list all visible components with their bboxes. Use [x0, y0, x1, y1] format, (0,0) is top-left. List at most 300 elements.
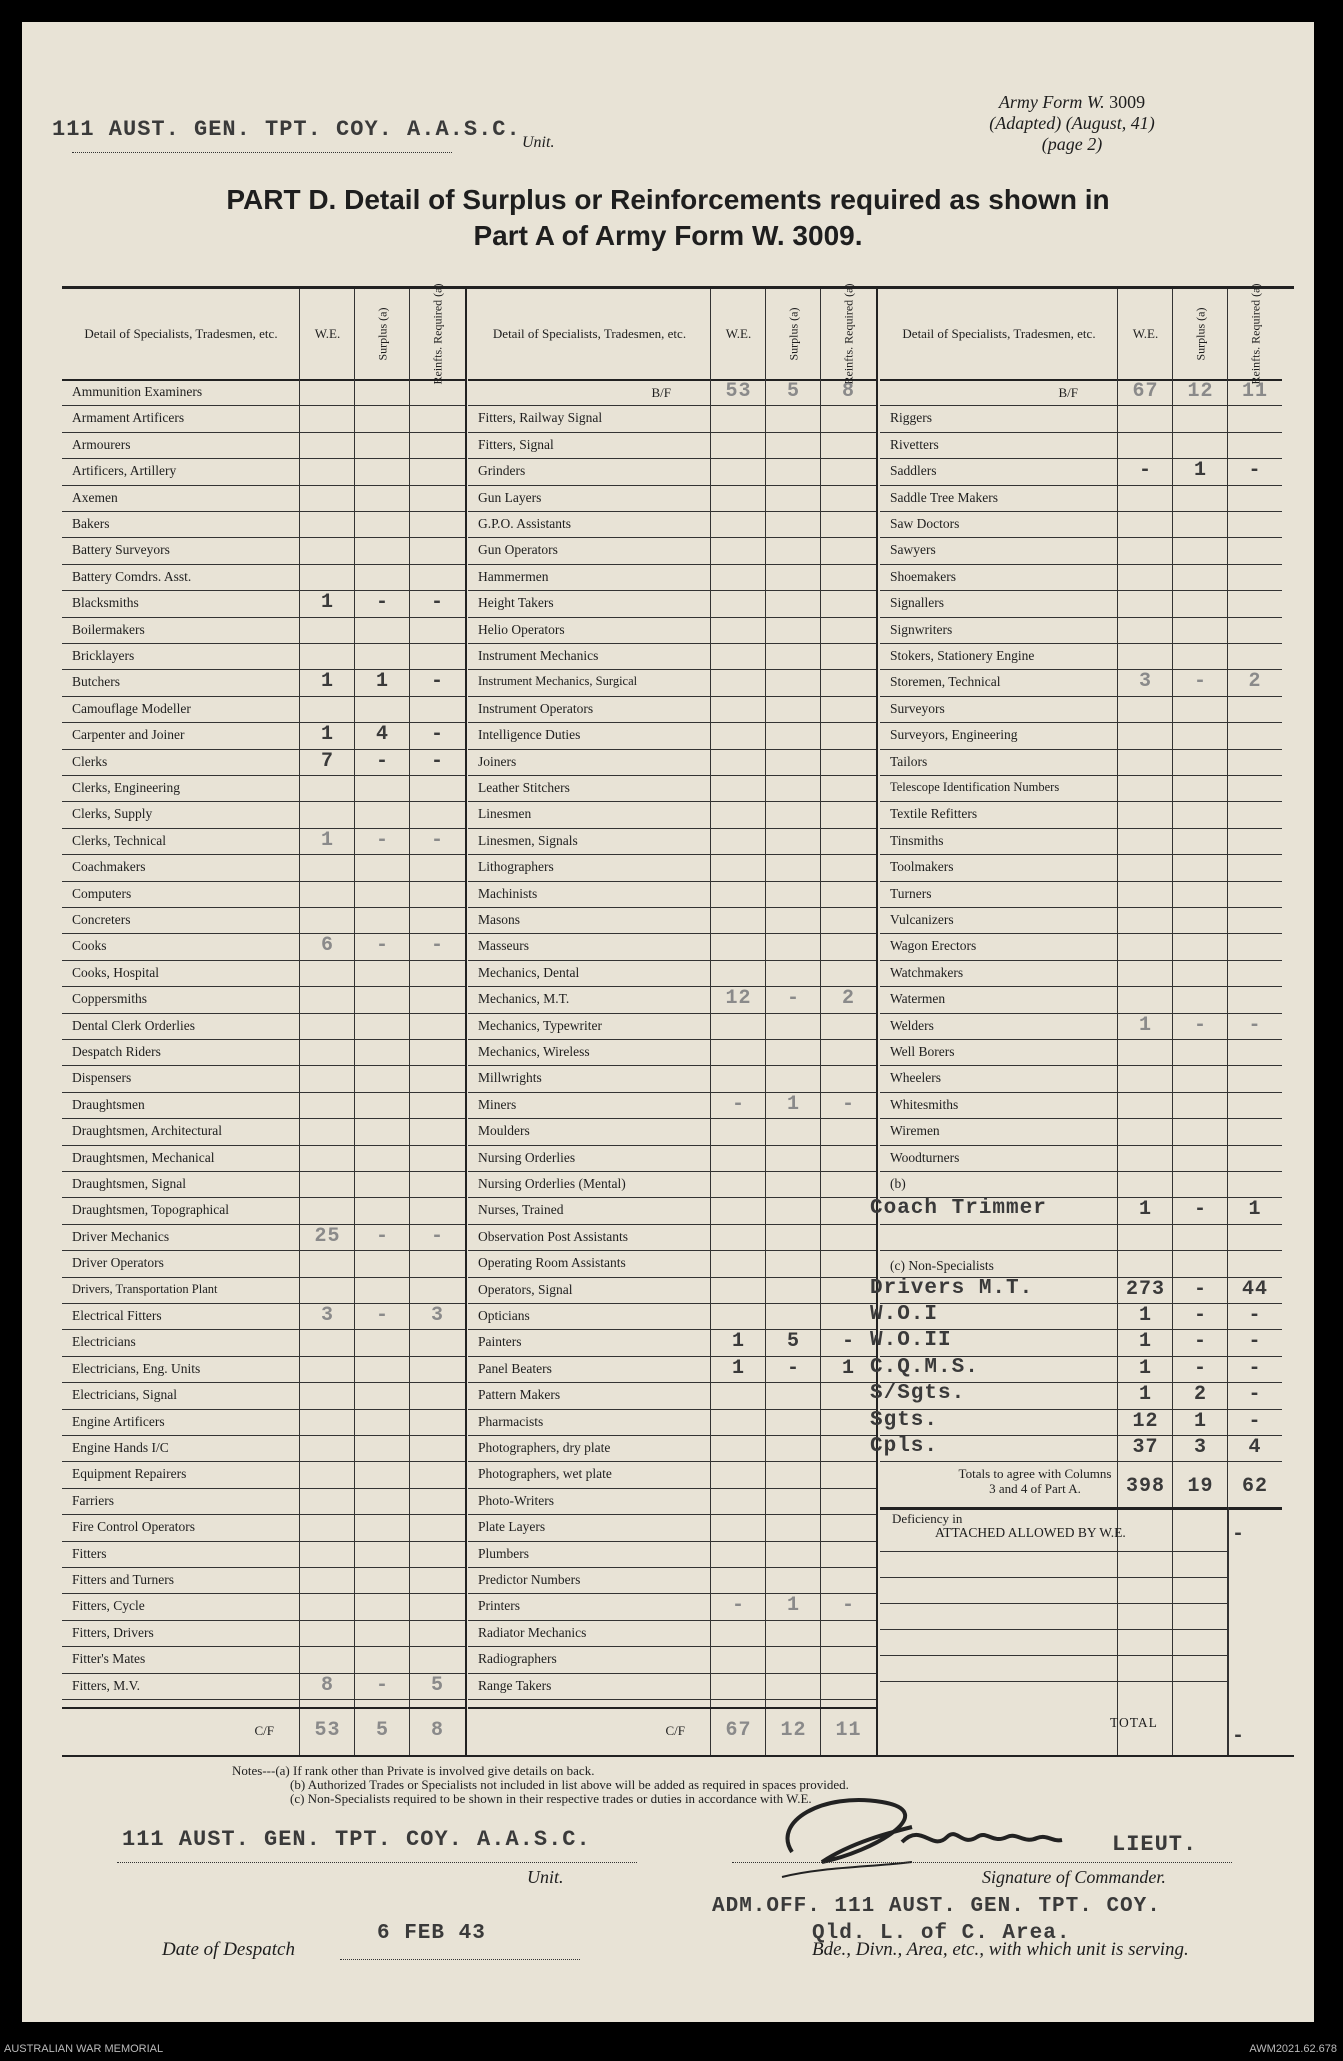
table-row [468, 1145, 876, 1172]
row-label: Gun Layers [478, 489, 542, 505]
row-label: Saddle Tree Makers [890, 489, 998, 505]
reinfts-value: 1 [1248, 1198, 1262, 1222]
row-label: Electrical Fitters [72, 1308, 162, 1323]
reinfts-value: - [841, 1330, 855, 1354]
row-label: Instrument Mechanics [478, 648, 599, 663]
table-row [880, 590, 1282, 617]
table-row [468, 511, 876, 538]
row-label: Range Takers [478, 1677, 552, 1693]
table-row [468, 933, 876, 960]
deficiency-value: - [1232, 1523, 1246, 1547]
table-row [468, 696, 876, 723]
row-label: Saddlers [890, 463, 937, 479]
table-row [62, 1382, 465, 1409]
row-label: Fitters, Signal [478, 436, 554, 452]
table-row [880, 458, 1282, 485]
table-row [880, 643, 1282, 670]
reinfts-value: 2 [841, 987, 855, 1011]
reinfts-value: 2 [1248, 670, 1262, 694]
header-detail [468, 289, 711, 379]
row-label: Photo-Writers [478, 1492, 554, 1508]
row-label: (c) Non-Specialists [890, 1258, 994, 1274]
table-row [468, 828, 876, 855]
table-row [468, 669, 876, 696]
header-we-label: W.E. [1132, 326, 1159, 341]
row-label: Toolmakers [890, 859, 954, 875]
row-label: Machinists [478, 885, 538, 901]
row-label: G.P.O. Assistants [478, 516, 572, 531]
row-label: Pharmacists [478, 1413, 544, 1429]
row-label: Sawyers [890, 542, 936, 558]
row-label: Lithographers [478, 859, 554, 875]
surplus-value: 2 [1193, 1383, 1207, 1407]
table-row [468, 722, 876, 749]
table-row [468, 960, 876, 987]
row-label: Saw Doctors [890, 516, 960, 531]
row-label: Coachmakers [72, 859, 146, 875]
cf-surplus: 5 [375, 1719, 389, 1742]
header-surplus-label: Surplus (a) [786, 307, 801, 361]
row-label: Well Borers [890, 1044, 955, 1059]
table-row [62, 485, 465, 512]
table-row [62, 1250, 465, 1277]
table-header [62, 283, 465, 385]
row-label: Opticians [478, 1308, 530, 1323]
table-row [62, 960, 465, 987]
row-label: Painters [478, 1334, 522, 1350]
row-label: Mechanics, Wireless [478, 1044, 590, 1059]
table-row [468, 1250, 876, 1277]
header-detail [62, 289, 300, 379]
table-row [62, 775, 465, 802]
header-surplus [355, 289, 410, 379]
row-label: Engine Hands I/C [72, 1440, 169, 1455]
blank-line [880, 1603, 1228, 1604]
row-label: (b) [890, 1176, 906, 1191]
table-section-2 [468, 283, 876, 1765]
header-we-label: W.E. [725, 326, 752, 341]
form-paper [22, 22, 1314, 2022]
reinfts-value: - [430, 934, 444, 958]
table-row [880, 960, 1282, 987]
reinfts-value: - [430, 749, 444, 773]
table-row [870, 1276, 1282, 1304]
table-row [62, 432, 465, 459]
we-value: 273 [1125, 1277, 1165, 1301]
row-label: Fitter's Mates [72, 1651, 146, 1667]
surplus-value: - [786, 1356, 800, 1380]
header-detail-label: Detail of Specialists, Tradesmen, etc. [84, 326, 278, 341]
we-value: 25 [314, 1224, 341, 1248]
header-reinfts [821, 283, 876, 385]
we-value: 12 [1132, 1409, 1159, 1433]
we-value: 1 [320, 591, 334, 615]
row-label: Watchmakers [890, 964, 964, 980]
table-row [468, 775, 876, 802]
bottom-unit-underline [117, 1862, 637, 1863]
totals-label-1: Totals to agree with Columns [958, 1466, 1112, 1482]
table-row [62, 1541, 465, 1568]
row-label: Battery Comdrs. Asst. [72, 568, 192, 584]
surplus-value: - [375, 1673, 389, 1697]
table-header [880, 283, 1282, 385]
unit-underline [72, 152, 452, 153]
table-row [468, 1039, 876, 1066]
table-row [62, 933, 465, 960]
reinfts-value: - [430, 591, 444, 615]
totals-label-2: 3 and 4 of Part A. [989, 1481, 1081, 1497]
form-ref-name: Army Form W. [998, 92, 1105, 112]
row-label: S/Sgts. [870, 1382, 966, 1406]
header-surplus-label: Surplus (a) [1193, 307, 1208, 361]
table-row [62, 1620, 465, 1647]
title-line-2: Part A of Army Form W. 3009. [473, 220, 863, 251]
row-label: W.O.II [870, 1329, 952, 1353]
table-row [62, 405, 465, 432]
bottom-unit-label: Unit. [527, 1867, 564, 1887]
table-row [62, 722, 465, 749]
table-row [468, 1092, 876, 1119]
signature-label: Signature of Commander. [982, 1867, 1166, 1887]
cf-reinfts: 8 [430, 1719, 444, 1742]
table-row [62, 1435, 465, 1462]
surplus-value: 12 [1187, 380, 1214, 403]
table-row [62, 828, 465, 855]
row-label: Mechanics, M.T. [478, 991, 570, 1007]
row-label: Woodturners [890, 1149, 960, 1165]
reinfts-value: 5 [430, 1673, 444, 1697]
header-we-label: W.E. [314, 326, 341, 341]
row-label: Leather Stitchers [478, 780, 570, 795]
table-row [468, 1356, 876, 1383]
table-section-3 [870, 283, 1282, 1765]
header-surplus [1173, 289, 1228, 379]
table-row [880, 432, 1282, 459]
adm-typed: ADM.OFF. 111 AUST. GEN. TPT. COY. [712, 1895, 1161, 1918]
table-row [468, 1224, 876, 1251]
table-row [880, 379, 1282, 406]
table-row [880, 1171, 1282, 1198]
we-value: 1 [1138, 1198, 1152, 1222]
table-row [880, 801, 1282, 828]
row-label: Hammermen [478, 568, 549, 584]
surplus-value: - [375, 591, 389, 615]
row-label: Instrument Operators [478, 700, 594, 716]
row-label: Predictor Numbers [478, 1572, 581, 1587]
we-value: 3 [320, 1304, 334, 1327]
date-underline [340, 1959, 580, 1960]
row-label: Miners [478, 1096, 517, 1112]
cf-row [62, 1707, 465, 1755]
surplus-value: 1 [1193, 459, 1207, 483]
we-value: 6 [320, 934, 334, 958]
header-reinfts [410, 283, 465, 385]
table-row [870, 1382, 1282, 1409]
row-label: Despatch Riders [72, 1044, 161, 1059]
row-label: Millwrights [478, 1070, 542, 1086]
unit-label: Unit. [522, 134, 555, 151]
table-row [62, 1171, 465, 1198]
table-row [468, 564, 876, 591]
row-label: Clerks, Technical [72, 832, 167, 848]
table-row [468, 749, 876, 776]
header-detail [880, 289, 1118, 379]
row-label: Fitters, Cycle [72, 1598, 145, 1614]
we-value: 1 [1138, 1383, 1152, 1407]
table-row [468, 907, 876, 934]
table-row [62, 749, 465, 776]
reinfts-value: 11 [1241, 380, 1268, 403]
row-label: Nursing Orderlies (Mental) [478, 1176, 626, 1191]
form-ref-adapted: (Adapted) (August, 41) [989, 113, 1155, 133]
table-row [880, 696, 1282, 723]
table-row [870, 1197, 1282, 1224]
table-row [870, 1303, 1282, 1330]
table-row [468, 986, 876, 1013]
table-row [468, 1197, 876, 1224]
totals-reinfts: 62 [1241, 1475, 1268, 1499]
header-reinfts-label: Reinfts. Required (a) [841, 283, 856, 385]
table-row [62, 1065, 465, 1092]
table-row [880, 1065, 1282, 1092]
table-row [468, 1461, 876, 1488]
row-label: Panel Beaters [478, 1360, 552, 1376]
we-value: 1 [320, 723, 334, 747]
header-surplus-label: Surplus (a) [375, 307, 390, 361]
we-value: 3 [1138, 670, 1152, 694]
we-value: 37 [1132, 1436, 1159, 1459]
header-detail-label: Detail of Specialists, Tradesmen, etc. [492, 326, 687, 341]
row-label: Clerks, Engineering [72, 780, 180, 795]
row-label: Textile Refitters [890, 806, 978, 822]
table-row [62, 1646, 465, 1673]
table-row [468, 617, 876, 644]
table-row [468, 590, 876, 617]
row-label: Driver Mechanics [72, 1228, 170, 1244]
row-label: Linesmen, Signals [478, 832, 578, 848]
surplus-value: - [375, 828, 389, 852]
row-label: Axemen [72, 489, 118, 505]
row-label: Stokers, Stationery Engine [890, 648, 1035, 663]
table-row [870, 1435, 1282, 1462]
row-label: Surveyors, Engineering [890, 727, 1018, 743]
header-surplus [766, 289, 821, 379]
table-row [880, 933, 1282, 960]
bf-label: B/F [1058, 385, 1078, 400]
row-label: Whitesmiths [890, 1096, 959, 1112]
row-label: Photographers, wet plate [478, 1466, 612, 1482]
table-row [880, 405, 1282, 432]
reinfts-value: - [430, 1224, 444, 1248]
row-label: Joiners [478, 753, 517, 769]
deficiency-label: Deficiency in [892, 1511, 963, 1527]
table-row [880, 511, 1282, 538]
table-row [62, 1488, 465, 1515]
row-label: Turners [890, 885, 932, 901]
table-row [62, 1224, 465, 1251]
row-label: Moulders [478, 1123, 530, 1139]
table-row [880, 485, 1282, 512]
row-label: Armourers [72, 436, 131, 452]
blank-line [880, 1551, 1228, 1552]
table-row [62, 1013, 465, 1040]
date-typed: 6 FEB 43 [377, 1922, 486, 1945]
table-row [468, 485, 876, 512]
row-label: Wagon Erectors [890, 938, 977, 954]
cf-label: C/F [254, 1723, 274, 1738]
note-b: (b) Authorized Trades or Specialists not included in list above will be added as required in spaces provided. [290, 1777, 849, 1792]
row-label: Electricians [72, 1334, 136, 1350]
row-label: Draughtsmen, Topographical [72, 1202, 230, 1218]
row-label: Vulcanizers [890, 912, 954, 927]
table-row [880, 828, 1282, 855]
row-label: Telescope Identification Numbers [890, 780, 1060, 794]
row-label: Shoemakers [890, 568, 956, 584]
row-label: Rivetters [890, 436, 939, 452]
we-value: 67 [1132, 380, 1159, 403]
table-row [468, 643, 876, 670]
header-reinfts [1228, 283, 1282, 385]
row-label: Grinders [478, 463, 526, 479]
total-label: TOTAL [1110, 1714, 1158, 1730]
table-row [880, 1118, 1282, 1145]
area-typed: Qld. L. of C. Area. [812, 1922, 1071, 1945]
table-row [468, 1435, 876, 1462]
bde-label: Bde., Divn., Area, etc., with which unit is serving. [812, 1939, 1189, 1960]
row-label: Boilermakers [72, 621, 145, 637]
row-label: Operating Room Assistants [478, 1255, 626, 1271]
we-value: - [1138, 459, 1152, 483]
reinfts-value: - [430, 723, 444, 747]
row-label: Sgts. [870, 1408, 939, 1432]
surplus-value: 5 [786, 1330, 800, 1354]
row-label: Intelligence Duties [478, 727, 581, 743]
table-row [62, 1197, 465, 1224]
we-value: 1 [731, 1330, 745, 1354]
table-row [468, 1409, 876, 1436]
archive-ref: AWM2021.62.678 [1249, 2043, 1337, 2055]
row-label: Equipment Repairers [72, 1466, 187, 1482]
table-row [468, 1673, 876, 1700]
reinfts-value: - [430, 670, 444, 694]
form-ref-number: 3009 [1109, 92, 1146, 112]
table-row [880, 1013, 1282, 1040]
we-value: 12 [725, 987, 752, 1011]
signature-underline [732, 1862, 1232, 1863]
row-label: Observation Post Assistants [478, 1228, 629, 1244]
table-row [468, 1065, 876, 1092]
row-label: Engine Artificers [72, 1413, 165, 1429]
date-label: Date of Despatch [162, 1939, 295, 1960]
row-label: Coppersmiths [72, 991, 148, 1007]
row-label: Helio Operators [478, 621, 565, 637]
reinfts-value: - [1248, 1330, 1262, 1354]
table-row [62, 564, 465, 591]
table-row [468, 537, 876, 564]
table-row [62, 1356, 465, 1383]
surplus-value: - [1193, 1013, 1207, 1037]
table-row [468, 1013, 876, 1040]
row-label: Drivers M.T. [870, 1276, 1034, 1300]
table-row [62, 1514, 465, 1541]
row-label: Signwriters [890, 621, 953, 637]
row-label: Cooks, Hospital [72, 964, 160, 980]
table-row [468, 1541, 876, 1568]
form-title [22, 182, 1314, 254]
table-row [468, 801, 876, 828]
row-label: Welders [890, 1017, 934, 1033]
table-row [62, 1277, 465, 1304]
table-row [468, 881, 876, 908]
surplus-value: - [375, 749, 389, 773]
row-label: Concreters [72, 912, 131, 927]
cf-we: 67 [725, 1719, 752, 1742]
row-label: Bricklayers [72, 648, 135, 663]
row-label: Dispensers [72, 1070, 132, 1086]
table-row [880, 986, 1282, 1013]
row-label: Camouflage Modeller [72, 700, 191, 716]
row-label: Riggers [890, 410, 932, 426]
table-row [880, 617, 1282, 644]
row-label: Pattern Makers [478, 1387, 561, 1403]
row-label: Nurses, Trained [478, 1202, 564, 1218]
row-label: Wiremen [890, 1123, 940, 1139]
totals-we: 398 [1125, 1475, 1165, 1499]
row-label: Linesmen [478, 806, 532, 822]
totals-row [880, 1461, 1282, 1510]
header-reinfts-label: Reinfts. Required (a) [1248, 283, 1262, 385]
row-label: Coach Trimmer [870, 1197, 1047, 1221]
row-label: Ammunition Examiners [72, 384, 203, 399]
note-c: (c) Non-Specialists required to be shown in their respective trades or duties in accordance with W.E. [290, 1791, 812, 1806]
table-row [880, 669, 1282, 696]
attached-label: ATTACHED ALLOWED BY W.E. [935, 1525, 1126, 1541]
table-row [880, 907, 1282, 934]
table-row [870, 1408, 1282, 1436]
row-label: Wheelers [890, 1070, 941, 1086]
row-label: Mechanics, Typewriter [478, 1017, 603, 1033]
row-label: Carpenter and Joiner [72, 727, 185, 743]
row-label: Nursing Orderlies [478, 1149, 576, 1165]
reinfts-value: - [1248, 459, 1262, 483]
table-row [468, 432, 876, 459]
table-row [468, 854, 876, 881]
table-row [62, 617, 465, 644]
deficiency-block [880, 1507, 1282, 1755]
rank-typed: LIEUT. [1112, 1832, 1198, 1857]
reinfts-value: 4 [1248, 1436, 1262, 1459]
surplus-value: - [375, 1224, 389, 1248]
table-row [468, 1118, 876, 1145]
we-value: 1 [1138, 1356, 1152, 1380]
table-row [62, 986, 465, 1013]
row-label: Height Takers [478, 595, 554, 611]
totals-surplus: 19 [1187, 1475, 1214, 1499]
table-row [62, 537, 465, 564]
reinfts-value: - [430, 828, 444, 852]
notes-prefix: Notes--- [232, 1763, 276, 1778]
table-row [468, 1488, 876, 1515]
table-row [880, 881, 1282, 908]
row-label: Storemen, Technical [890, 674, 1001, 690]
archive-footer [0, 2040, 1343, 2061]
table-row [62, 1329, 465, 1356]
header-we [711, 289, 766, 379]
we-value: 7 [320, 749, 334, 773]
row-label: Operators, Signal [478, 1281, 573, 1297]
table-row [62, 1303, 465, 1330]
row-label: Printers [478, 1598, 520, 1614]
